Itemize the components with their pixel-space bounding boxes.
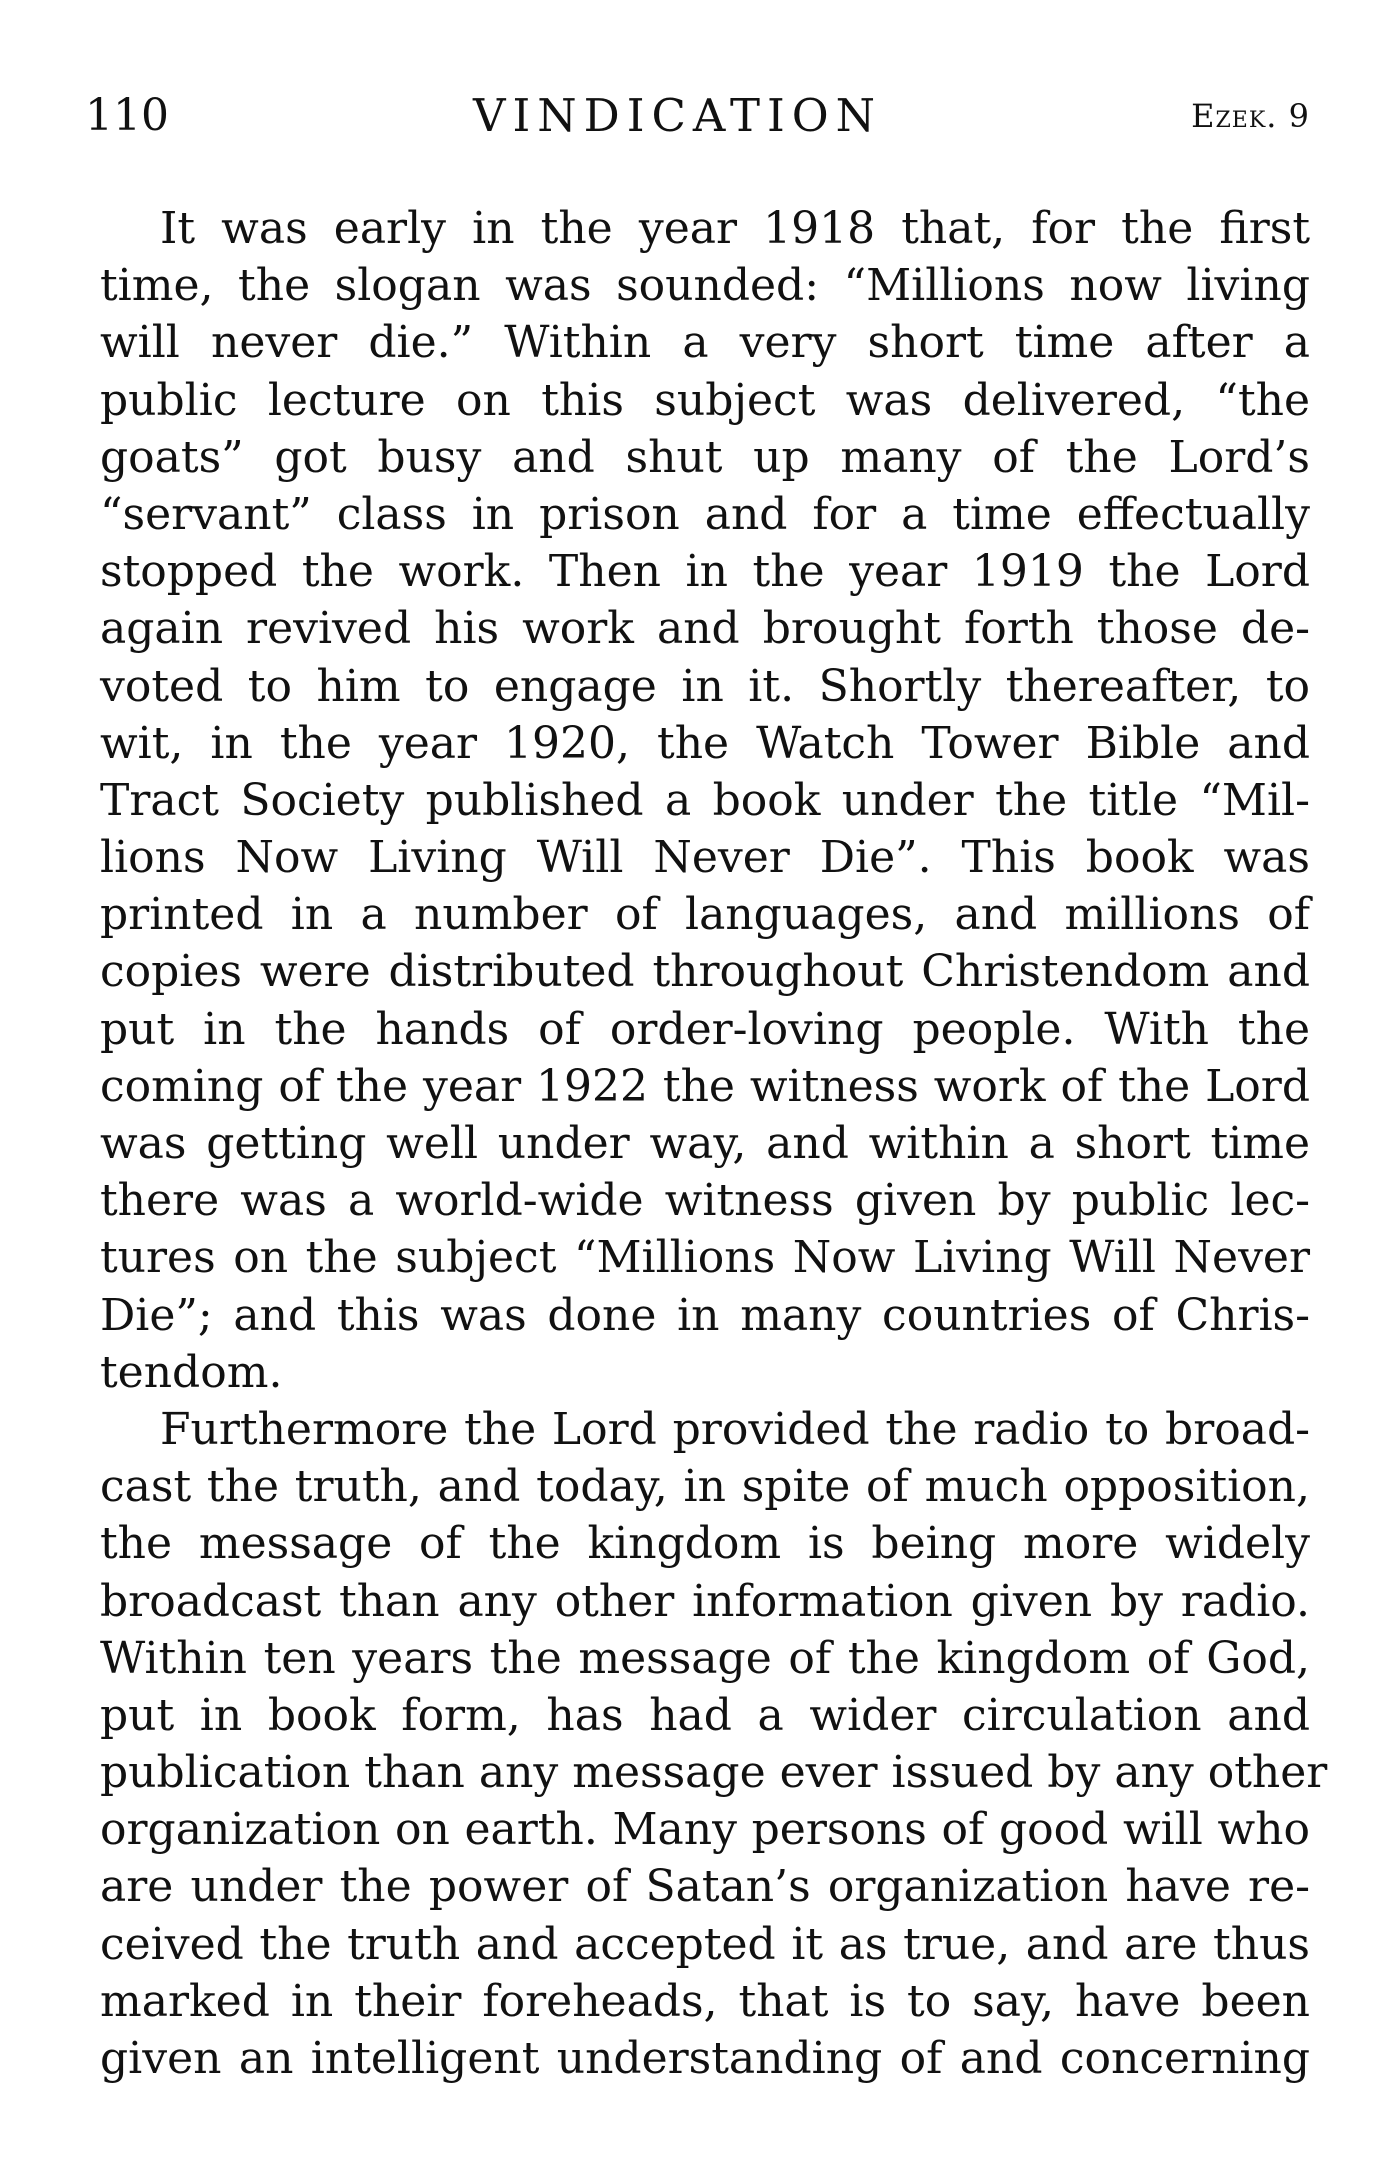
text-line: the message of the kingdom is being more widely [100,1518,1310,1570]
running-head [85,86,1310,146]
text-line: there was a world-wide witness given by public lec- [100,1175,1310,1227]
text-line: tendom. [100,1346,283,1398]
text-line: given an intelligent understanding of and concerning [100,2033,1310,2084]
page-number: 110 [85,90,169,141]
running-title: VINDICATION [473,89,883,142]
text-line: again revived his work and brought forth those de- [100,603,1310,655]
text-line: lions Now Living Will Never Die”. This book was [100,832,1310,884]
text-line: cast the truth, and today, in spite of much opposition, [100,1461,1310,1513]
text-line: time, the slogan was sounded: “Millions now living [100,260,1310,312]
text-line: “servant” class in prison and for a time effectually [100,488,1310,540]
text-line: broadcast than any other information given by radio. [100,1575,1310,1627]
text-line: publication than any message ever issued by any other [100,1747,1328,1799]
paragraph-2 [100,1401,1328,2087]
text-line: will never die.” Within a very short time after a [100,317,1310,369]
text-line: Tract Society published a book under the title “Mil- [100,774,1310,826]
paragraph-1 [100,200,1310,1401]
text-line: was getting well under way, and within a short time [100,1118,1310,1169]
body-text [100,200,1328,2087]
text-line: voted to him to engage in it. Shortly thereafter, to [100,660,1310,712]
text-line: put in the hands of order-loving people. With the [100,1003,1310,1055]
text-line: Die”; and this was done in many countries of Chris- [100,1289,1310,1341]
text-line: copies were distributed throughout Christendom and [100,946,1310,998]
text-line: coming of the year 1922 the witness work of the Lord [100,1060,1310,1112]
text-line: are under the power of Satan’s organization have re- [100,1861,1310,1913]
scripture-reference: Ezek. 9 [1191,97,1310,135]
text-line: stopped the work. Then in the year 1919 the Lord [100,546,1310,598]
text-line: put in book form, has had a wider circulation and [100,1689,1310,1741]
text-line: goats” got busy and shut up many of the Lord’s [100,431,1310,483]
text-line: ceived the truth and accepted it as true, and are thus [100,1918,1310,1970]
text-line: printed in a number of languages, and millions of [100,889,1310,941]
text-line: It was early in the year 1918 that, for the first [160,203,1310,254]
text-line: Within ten years the message of the kingdom of God, [100,1632,1310,1684]
text-line: Furthermore the Lord provided the radio to broad- [160,1403,1310,1455]
text-line: public lecture on this subject was delivered, “the [100,374,1310,426]
text-line: marked in their foreheads, that is to say, have been [100,1975,1310,2027]
text-line: wit, in the year 1920, the Watch Tower Bible and [100,717,1310,769]
text-line: organization on earth. Many persons of good will who [100,1804,1310,1856]
text-line: tures on the subject “Millions Now Living Will Never [100,1232,1310,1284]
